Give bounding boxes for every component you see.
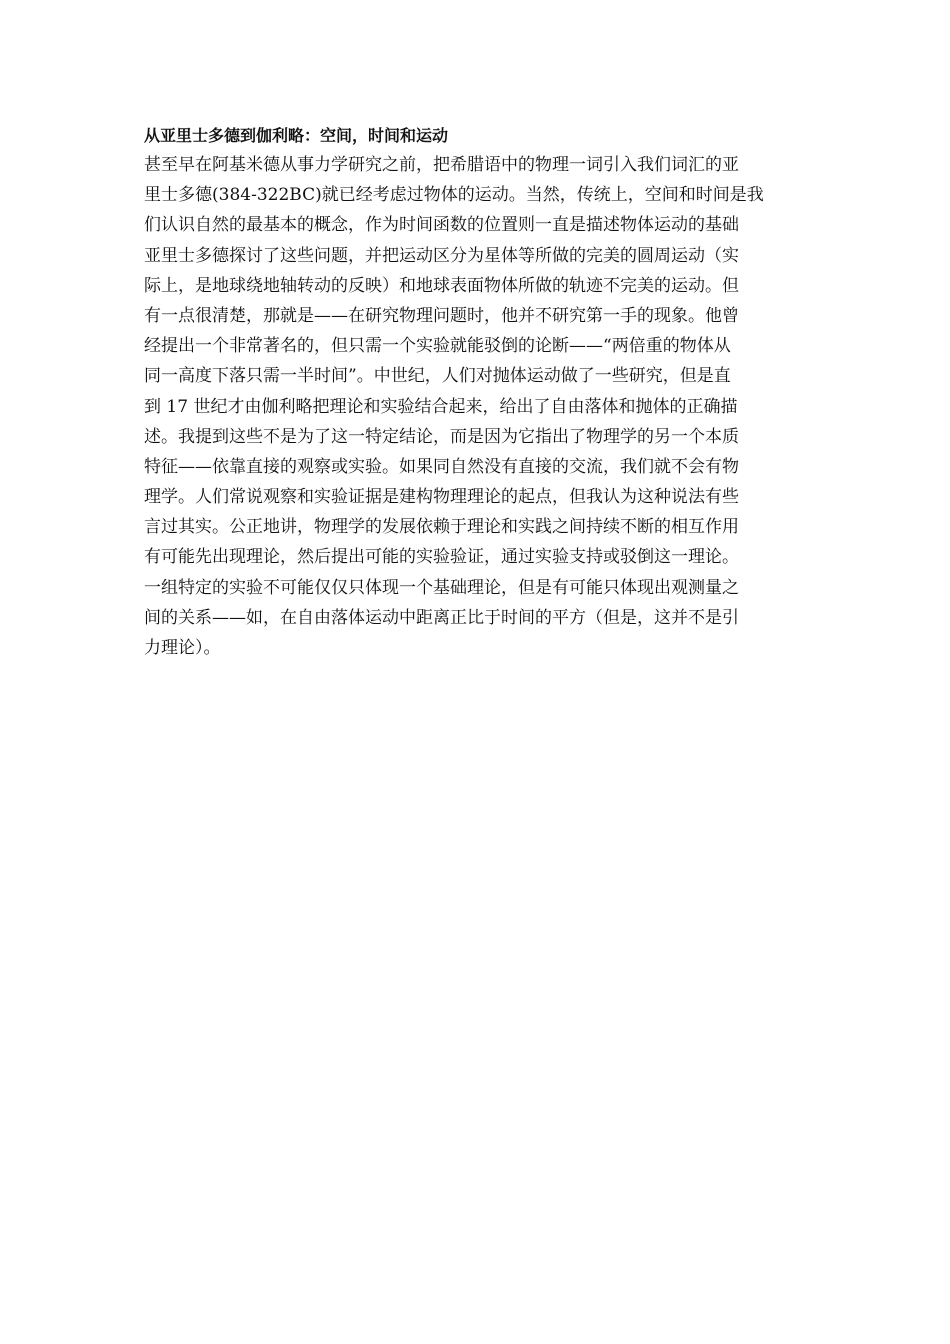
body-line-13: 言过其实。公正地讲，物理学的发展依赖于理论和实践之间持续不断的相互作用	[144, 517, 739, 538]
body-line-10: 述。我提到这些不是为了这一特定结论，而是因为它指出了物理学的另一个本质	[144, 426, 739, 447]
body-line-5: 际上，是地球绕地轴转动的反映）和地球表面物体所做的轨迹不完美的运动。但	[144, 275, 739, 296]
body-line-14: 有可能先出现理论，然后提出可能的实验验证，通过实验支持或驳倒这一理论。	[144, 547, 739, 568]
body-line-2: 里士多德(384-322BC)就已经考虑过物体的运动。当然，传统上，空间和时间是我	[144, 185, 764, 206]
body-line-7: 经提出一个非常著名的，但只需一个实验就能驳倒的论断——“两倍重的物体从	[144, 336, 731, 357]
body-line-6: 有一点很清楚，那就是——在研究物理问题时，他并不研究第一手的现象。他曾	[144, 305, 739, 326]
body-line-8: 同一高度下落只需一半时间”。中世纪，人们对抛体运动做了一些研究，但是直	[144, 366, 731, 387]
body-line-1: 甚至早在阿基米德从事力学研究之前，把希腊语中的物理一词引入我们词汇的亚	[144, 155, 739, 175]
article	[144, 124, 816, 663]
article-title: 从亚里士多德到伽利略：空间，时间和运动	[144, 126, 449, 145]
body-line-15: 一组特定的实验不可能仅仅只体现一个基础理论，但是有可能只体现出观测量之	[144, 577, 739, 598]
body-line-12: 理学。人们常说观察和实验证据是建构物理理论的起点，但我认为这种说法有些	[144, 487, 739, 508]
body-line-4: 亚里士多德探讨了这些问题，并把运动区分为星体等所做的完美的圆周运动（实	[144, 245, 739, 266]
body-line-11: 特征——依靠直接的观察或实验。如果同自然没有直接的交流，我们就不会有物	[144, 456, 739, 477]
body-line-17: 力理论）。	[144, 638, 221, 658]
body-line-9: 到 17 世纪才由伽利略把理论和实验结合起来，给出了自由落体和抛体的正确描	[144, 396, 738, 417]
body-line-16: 间的关系——如，在自由落体运动中距离正比于时间的平方（但是，这并不是引	[144, 607, 739, 628]
body-line-3: 们认识自然的最基本的概念，作为时间函数的位置则一直是描述物体运动的基础	[144, 215, 739, 236]
article-body	[144, 150, 816, 663]
